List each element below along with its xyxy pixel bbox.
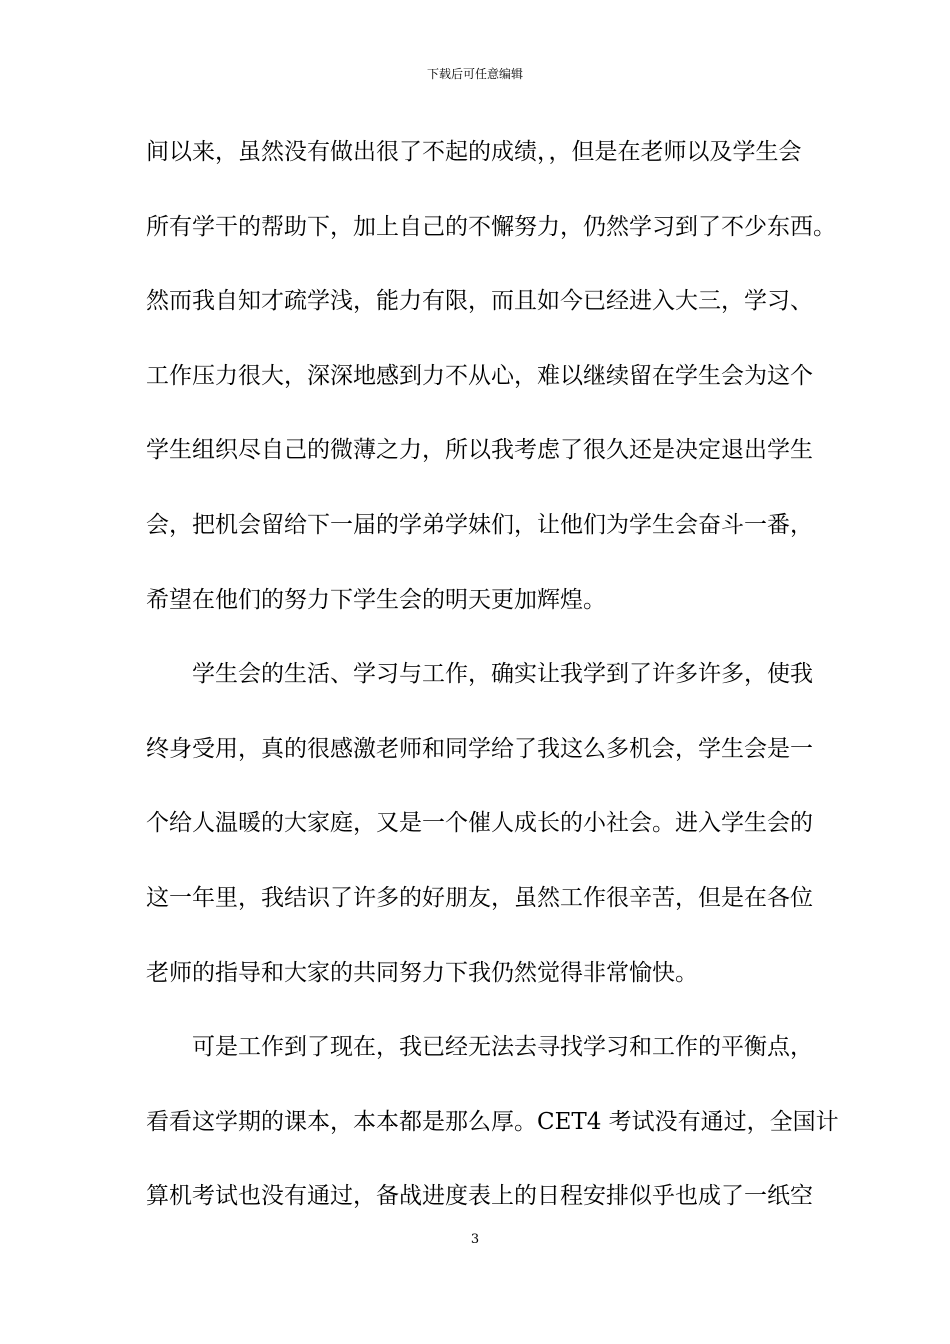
paragraph-start-line: 可是工作到了现在，我已经无法去寻找学习和工作的平衡点， (192, 1034, 813, 1061)
text-line: 算机考试也没有通过，备战进度表上的日程安排似乎也成了一纸空 (146, 1183, 813, 1210)
text-line: 然而我自知才疏学浅，能力有限，而且如今已经进入大三，学习、 (146, 288, 813, 315)
text-line: 这一年里，我结识了许多的好朋友，虽然工作很辛苦，但是在各位 (146, 884, 813, 911)
text-line: 终身受用，真的很感激老师和同学给了我这么多机会，学生会是一 (146, 735, 813, 762)
text-line: 老师的指导和大家的共同努力下我仍然觉得非常愉快。 (146, 959, 698, 986)
page-header: 下载后可任意编辑 (426, 67, 523, 81)
paragraph-start-line: 学生会的生活、学习与工作，确实让我学到了许多许多，使我 (192, 661, 813, 688)
text-line: 个给人温暖的大家庭，又是一个催人成长的小社会。进入学生会的 (146, 810, 813, 837)
text-line: 希望在他们的努力下学生会的明天更加辉煌。 (146, 586, 606, 613)
text-line: 所有学干的帮助下，加上自己的不懈努力，仍然学习到了不少东西。 (146, 213, 836, 240)
text-line: 会，把机会留给下一届的学弟学妹们，让他们为学生会奋斗一番， (146, 511, 813, 538)
page-number: 3 (470, 1232, 480, 1247)
text-line: 看看这学期的课本，本本都是那么厚。CET4 考试没有通过，全国计 (146, 1108, 839, 1135)
document-body (146, 122, 839, 1241)
text-line: 学生组织尽自己的微薄之力，所以我考虑了很久还是决定退出学生 (146, 437, 813, 464)
text-line: 工作压力很大，深深地感到力不从心，难以继续留在学生会为这个 (146, 362, 813, 389)
text-line: 间以来，虽然没有做出很了不起的成绩，，但是在老师以及学生会 (146, 139, 802, 165)
